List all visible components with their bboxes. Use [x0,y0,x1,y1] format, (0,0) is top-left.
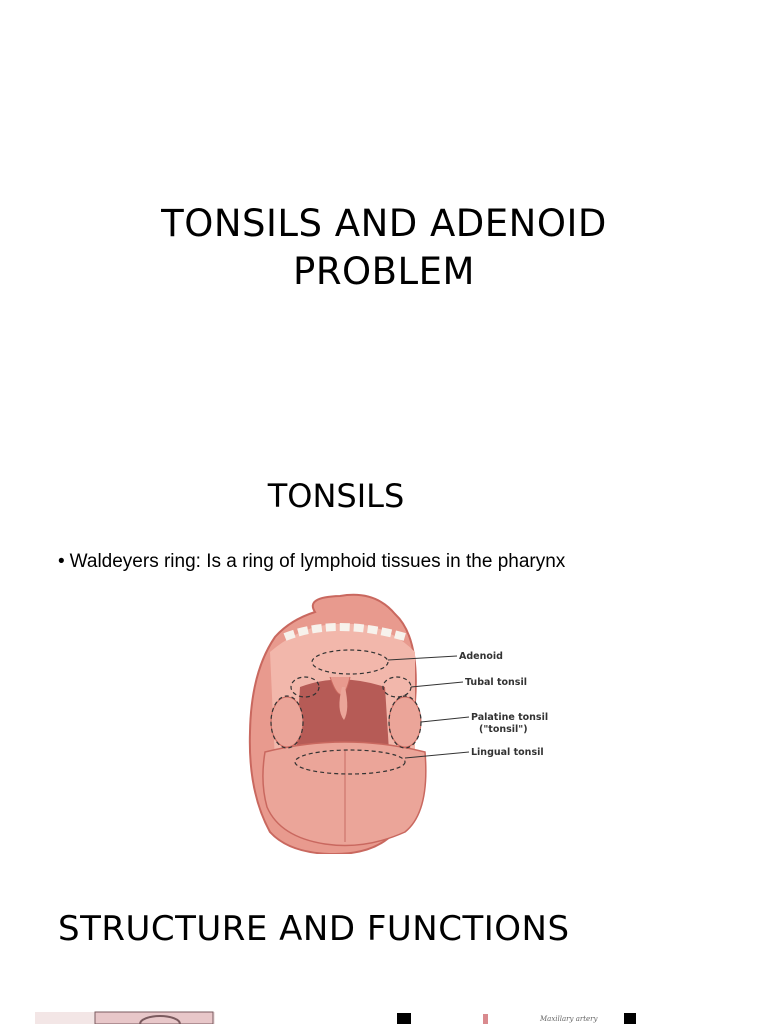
slide-title-line-2: PROBLEM [293,250,475,293]
label-tubal-tonsil: Tubal tonsil [465,677,527,688]
mouth-tonsils-diagram [245,592,565,854]
bullet-text: Waldeyers ring: Is a ring of lymphoid tissues in the pharynx [69,551,566,572]
label-lingual-tonsil: Lingual tonsil [471,747,544,758]
cropped-anatomy-image-left [35,1012,215,1024]
cropped-caption-text: Maxillary artery [540,1015,598,1023]
label-palatine-tonsil-sub: ("tonsil") [479,724,528,735]
mouth-illustration [250,595,426,854]
cropped-next-images [0,1005,768,1024]
cropped-anatomy-image-right [397,1013,636,1024]
label-adenoid: Adenoid [459,651,503,662]
slide-title-line-1: TONSILS AND ADENOID [161,202,607,245]
bullet-waldeyers-ring [58,549,738,575]
label-palatine-tonsil: Palatine tonsil [471,712,549,723]
slide-title [0,200,768,296]
section-heading-structure: STRUCTURE AND FUNCTIONS [58,909,570,949]
section-heading-tonsils: TONSILS [267,477,405,515]
bullet-dot: • [58,551,65,572]
